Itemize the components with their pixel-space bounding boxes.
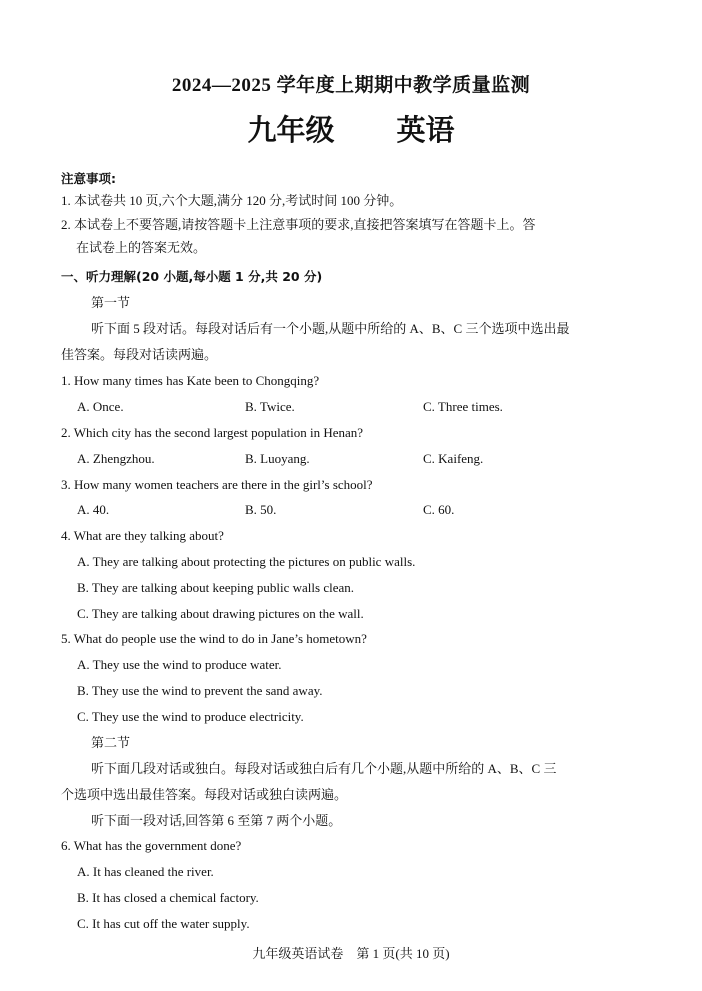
- part-2-title: 第二节: [91, 735, 131, 750]
- part-2-instruction-line-1: 听下面几段对话或独白。每段对话或独白后有几个小题,从题中所给的 A、B、C 三: [91, 761, 557, 776]
- question-2-stem: 2. Which city has the second largest population in Henan?: [61, 425, 364, 440]
- question-5-option-b: B. They use the wind to prevent the sand away.: [77, 683, 323, 698]
- grade-label: 九年级: [247, 113, 335, 147]
- question-3-option-b: B. 50.: [245, 502, 277, 517]
- question-6-option-a: A. It has cleaned the river.: [77, 864, 214, 879]
- notes-heading: 注意事项:: [61, 171, 116, 186]
- exam-subtitle: [0, 108, 702, 149]
- part-1-instruction-line-2: 佳答案。每段对话读两遍。: [61, 347, 218, 362]
- question-5-option-a: A. They use the wind to produce water.: [77, 657, 282, 672]
- question-3-option-a: A. 40.: [77, 502, 110, 517]
- question-6-option-c: C. It has cut off the water supply.: [77, 916, 250, 931]
- part-1-title: 第一节: [91, 295, 131, 310]
- question-1-stem: 1. How many times has Kate been to Chongqing?: [61, 373, 320, 388]
- question-4-option-a: A. They are talking about protecting the pictures on public walls.: [77, 554, 416, 569]
- question-2-option-c: C. Kaifeng.: [423, 451, 484, 466]
- page-footer: 九年级英语试卷 第 1 页(共 10 页): [252, 946, 450, 961]
- part-2-instruction-line-2: 个选项中选出最佳答案。每段对话或独白读两遍。: [61, 787, 348, 802]
- exam-title: 2024—2025 学年度上期期中教学质量监测: [171, 75, 531, 96]
- notes-item-1: 1. 本试卷共 10 页,六个大题,满分 120 分,考试时间 100 分钟。: [61, 193, 403, 208]
- notes-item-2-line-1: 2. 本试卷上不要答题,请按答题卡上注意事项的要求,直接把答案填写在答题卡上。答: [61, 217, 536, 232]
- notes-item-2-line-2: 在试卷上的答案无效。: [76, 240, 207, 255]
- question-1-option-a: A. Once.: [77, 399, 124, 414]
- question-6-stem: 6. What has the government done?: [61, 838, 242, 853]
- question-5-stem: 5. What do people use the wind to do in Jane’s hometown?: [61, 631, 367, 646]
- subject-label: 英语: [396, 113, 455, 147]
- question-4-stem: 4. What are they talking about?: [61, 528, 224, 543]
- question-2-option-b: B. Luoyang.: [245, 451, 310, 466]
- question-1-option-c: C. Three times.: [423, 399, 503, 414]
- question-3-option-c: C. 60.: [423, 502, 455, 517]
- question-5-option-c: C. They use the wind to produce electricity.: [77, 709, 304, 724]
- question-4-option-b: B. They are talking about keeping public walls clean.: [77, 580, 355, 595]
- section-1-heading: 一、听力理解(20 小题,每小题 1 分,共 20 分): [61, 269, 323, 284]
- question-1-option-b: B. Twice.: [245, 399, 295, 414]
- question-2-option-a: A. Zhengzhou.: [77, 451, 155, 466]
- question-4-option-c: C. They are talking about drawing pictures on the wall.: [77, 606, 364, 621]
- question-3-stem: 3. How many women teachers are there in the girl’s school?: [61, 477, 373, 492]
- part-1-instruction-line-1: 听下面 5 段对话。每段对话后有一个小题,从题中所给的 A、B、C 三个选项中选出最: [91, 321, 570, 336]
- part-2-sub-instruction: 听下面一段对话,回答第 6 至第 7 两个小题。: [91, 813, 342, 828]
- question-6-option-b: B. It has closed a chemical factory.: [77, 890, 259, 905]
